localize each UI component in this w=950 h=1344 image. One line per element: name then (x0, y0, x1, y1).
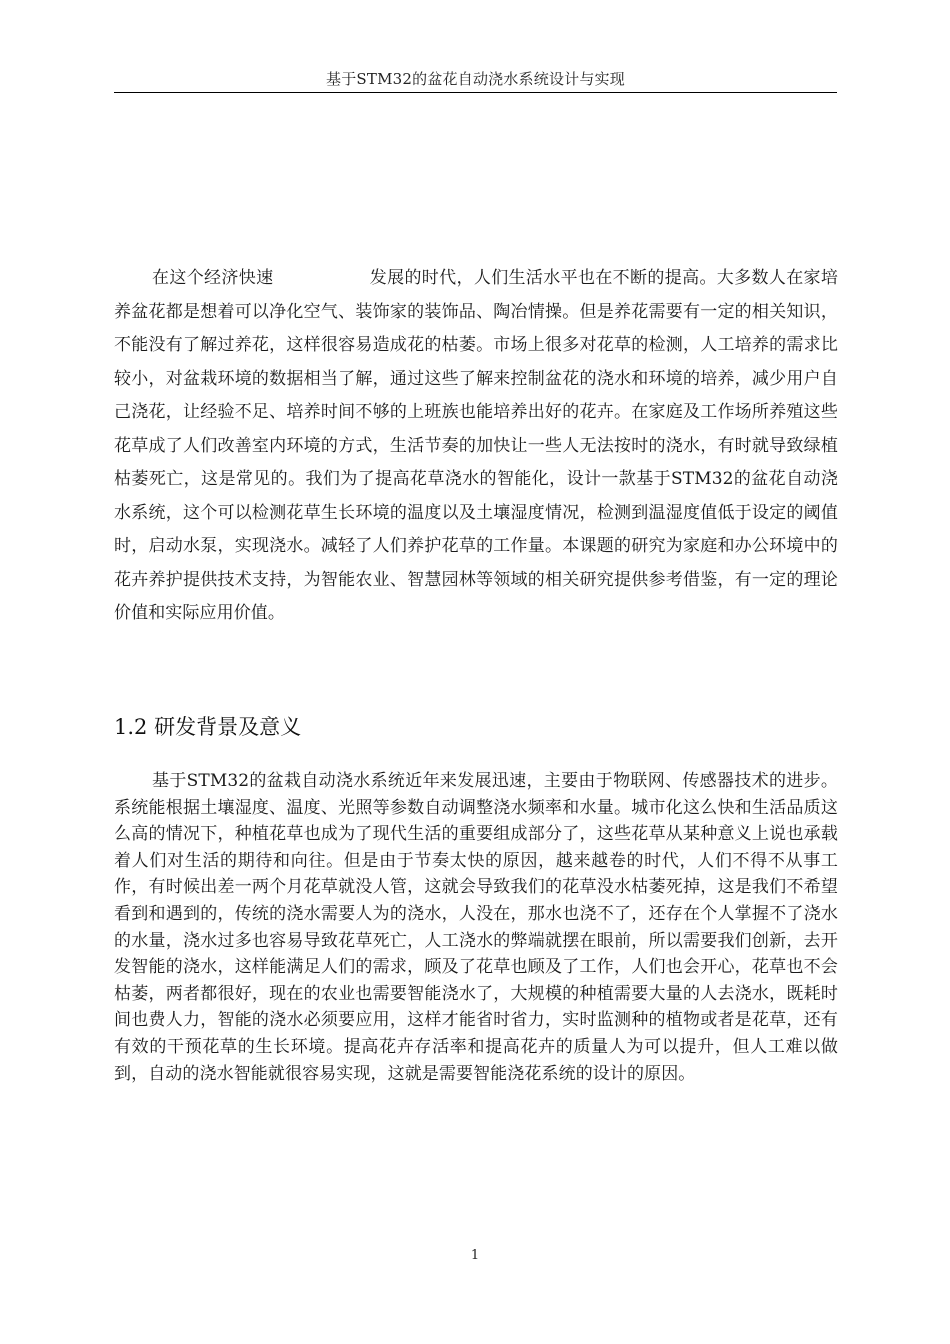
page-header-title: 基于STM32的盆花自动浇水系统设计与实现 (326, 70, 625, 88)
paragraph-1-rest: 发展的时代，人们生活水平也在不断的提高。大多数人在家培养盆花都是想着可以净化空气、装饰家的装饰品、陶冶情操。但是养花需要有一定的相关知识，不能没有了解过养花，这样很容易造成花的枯萎。市场上很多对花草的检测，人工培养的需求比较小，对盆栽环境的数据相当了解，通过这些了解来控制盆花的浇水和环境的培养，减少用户自己浇花，让经验不足、培养时间不够的上班族也能培养出好的花卉。在家庭及工作场所养殖这些花草成了人们改善室内环境的方式，生活节奏的加快让一些人无法按时的浇水，有时就导致绿植枯萎死亡，这是常见的。我们为了提高花草浇水的智能化，设计一款基于STM32的盆花自动浇水系统，这个可以检测花草生长环境的温度以及土壤湿度情况，检测到温湿度值低于设定的阈值时，启动水泵，实现浇水。减轻了人们养护花草的工作量。本课题的研究为家庭和办公环境中的花卉养护提供技术支持，为智能农业、智慧园林等领域的相关研究提供参考借鉴，有一定的理论价值和实际应用价值。 (114, 268, 839, 623)
paragraph-1-lead: 在这个经济快速 (152, 268, 274, 288)
body-paragraph-1 (114, 262, 838, 631)
body-paragraph-2: 基于STM32的盆栽自动浇水系统近年来发展迅速，主要由于物联网、传感器技术的进步。系统能根据土壤湿度、温度、光照等参数自动调整浇水频率和水量。城市化这么快和生活品质这么高的情况下，种植花草也成为了现代生活的重要组成部分了，这些花草从某种意义上说也承载着人们对生活的期待和向往。但是由于节奏太快的原因，越来越卷的时代，人们不得不从事工作，有时候出差一两个月花草就没人管，这就会导致我们的花草没水枯萎死掉，这是我们不希望看到和遇到的，传统的浇水需要人为的浇水，人没在，那水也浇不了，还存在个人掌握不了浇水的水量，浇水过多也容易导致花草死亡，人工浇水的弊端就摆在眼前，所以需要我们创新，去开发智能的浇水，这样能满足人们的需求，顾及了花草也顾及了工作，人们也会开心，花草也不会枯萎，两者都很好，现在的农业也需要智能浇水了，大规模的种植需要大量的人去浇水，既耗时间也费人力，智能的浇水必须要应用，这样才能省时省力，实时监测种的植物或者是花草，还有有效的干预花草的生长环境。提高花卉存活率和提高花卉的质量人为可以提升，但人工难以做到，自动的浇水智能就很容易实现，这就是需要智能浇花系统的设计的原因。 (114, 771, 838, 1084)
page-number: 1 (470, 1248, 480, 1263)
page-header (114, 70, 837, 93)
section-heading: 1.2 研发背景及意义 (114, 715, 302, 739)
